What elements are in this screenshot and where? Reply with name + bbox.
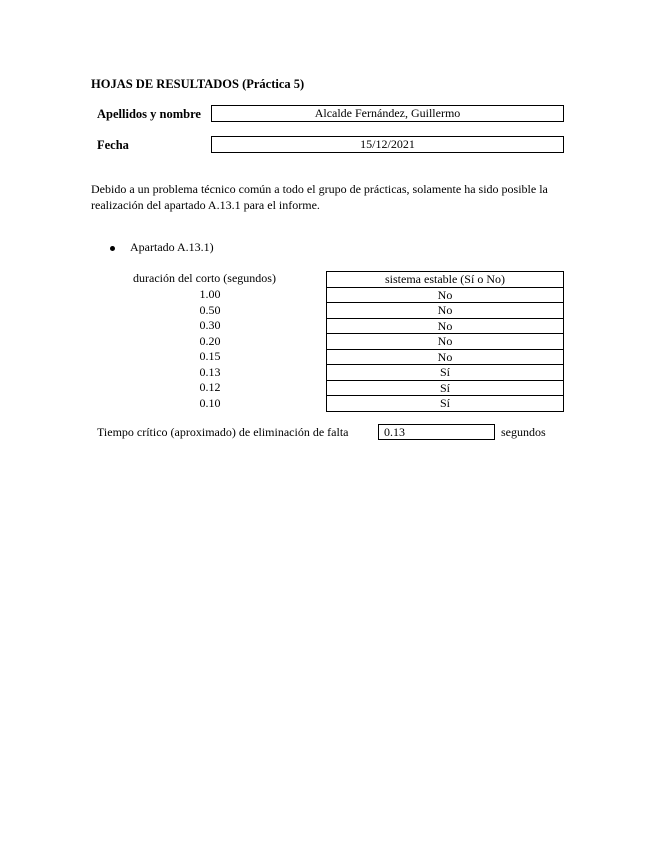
table-row	[327, 349, 564, 365]
date-field[interactable]: 15/12/2021	[211, 136, 564, 153]
duration-value: 0.50	[199, 302, 221, 317]
bullet-icon	[110, 246, 115, 251]
duration-value: 0.20	[199, 333, 221, 348]
section-label: Apartado A.13.1)	[130, 240, 214, 254]
critical-time-field[interactable]: 0.13	[378, 424, 495, 440]
date-label: Fecha	[97, 138, 129, 152]
table-row	[327, 287, 564, 303]
duration-value: 0.13	[199, 364, 221, 379]
stability-cell[interactable]: No	[327, 334, 564, 350]
table-row	[327, 365, 564, 381]
stability-cell[interactable]: Sí	[327, 365, 564, 381]
duration-header: duración del corto (segundos)	[133, 271, 276, 285]
table-row	[327, 334, 564, 350]
stability-cell[interactable]: No	[327, 349, 564, 365]
stability-header: sistema estable (Sí o No)	[327, 272, 564, 288]
explanation-paragraph: Debido a un problema técnico común a todo el grupo de prácticas, solamente ha sido posible la realización del apartado A.13.1 para el informe.	[91, 182, 548, 212]
duration-value: 0.15	[199, 349, 221, 363]
table-row	[327, 318, 564, 334]
duration-value: 0.30	[199, 318, 221, 332]
duration-value: 0.10	[199, 395, 221, 410]
table-row	[327, 303, 564, 319]
name-label: Apellidos y nombre	[97, 107, 201, 121]
stability-cell[interactable]: Sí	[327, 380, 564, 396]
duration-value: 0.12	[199, 380, 221, 394]
name-field[interactable]: Alcalde Fernández, Guillermo	[211, 105, 564, 122]
table-header-row	[327, 272, 564, 288]
stability-cell[interactable]: Sí	[327, 396, 564, 412]
duration-value: 1.00	[199, 287, 221, 301]
stability-table	[326, 271, 564, 412]
table-row	[327, 380, 564, 396]
page-title: HOJAS DE RESULTADOS (Práctica 5)	[91, 77, 305, 91]
critical-time-unit: segundos	[501, 425, 546, 439]
table-row	[327, 396, 564, 412]
stability-cell[interactable]: No	[327, 303, 564, 319]
stability-cell[interactable]: No	[327, 287, 564, 303]
stability-cell[interactable]: No	[327, 318, 564, 334]
critical-time-label: Tiempo crítico (aproximado) de eliminación de falta	[97, 425, 349, 439]
